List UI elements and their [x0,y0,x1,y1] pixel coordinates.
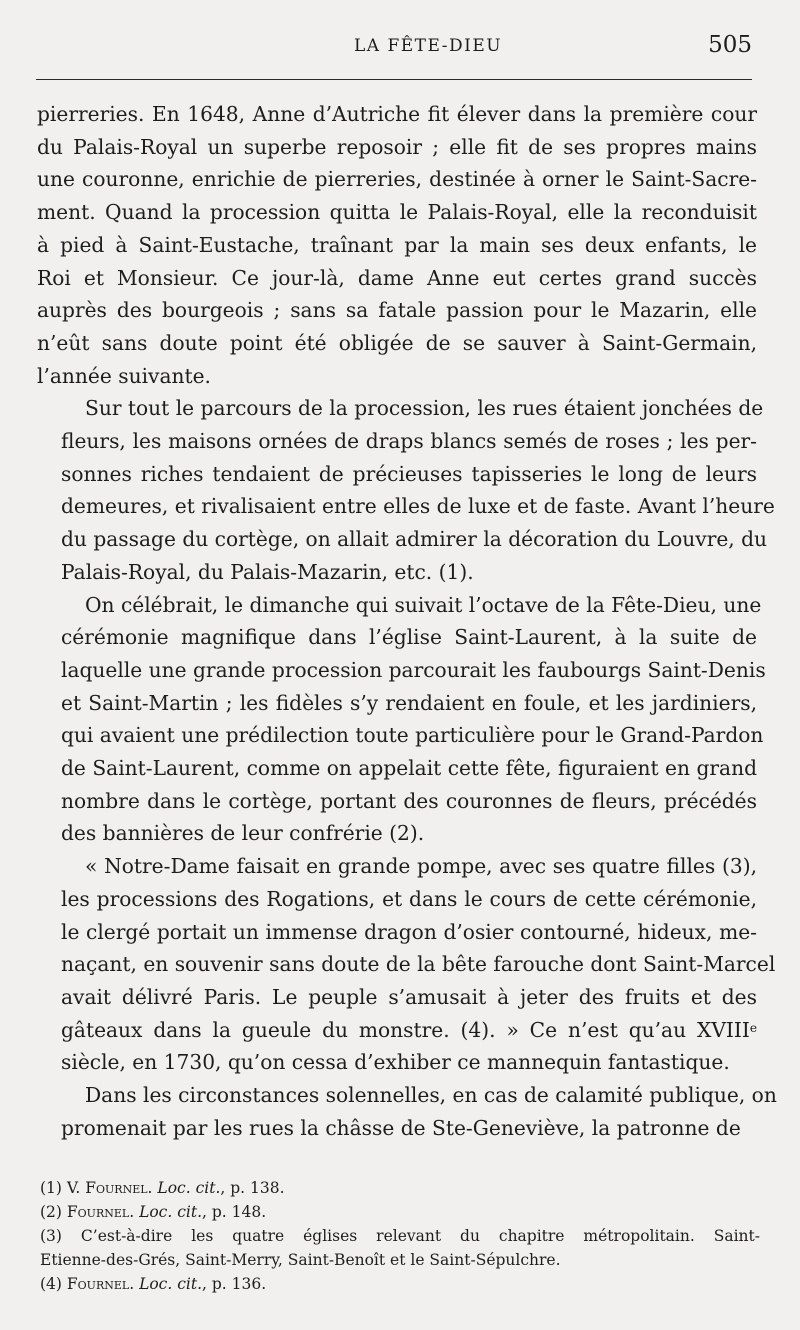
text-line: une couronne, enrichie de pierreries, destinée à orner le Saint-Sacre- [37,167,757,192]
text-line: et Saint-Martin ; les fidèles s’y rendaient en foule, et les jardiniers, [61,690,757,715]
footnote-mark: (4) [40,1275,62,1293]
paragraph [37,589,766,851]
text-line: pierreries. En 1648, Anne d’Autriche fit élever dans la première cour [37,102,757,126]
text-line: les processions des Rogations, et dans le cours de cette cérémonie, [61,886,757,911]
footnote-page: , p. 138. [220,1179,285,1197]
text-line: On célébrait, le dimanche qui suivait l’octave de la Fête-Dieu, une [85,592,762,617]
footnote-mark: (1) [40,1179,62,1197]
text-line: cérémonie magnifique dans l’église Saint-Laurent, à la suite de [61,625,757,650]
text-line: du passage du cortège, on allait admirer la décoration du Louvre, du [61,527,768,552]
footnote-text-line: Etienne-des-Grés, Saint-Merry, Saint-Benoît et le Saint-Sépulchre. [40,1251,561,1269]
text-line: le clergé portait un immense dragon d’osier contourné, hideux, me- [61,919,757,944]
text-line: Sur tout le parcours de la procession, les rues étaient jonchées de [85,396,764,421]
footnote-3 [40,1224,760,1272]
footnote-4 [40,1272,760,1296]
running-title: LA FÊTE-DIEU [354,36,503,56]
paragraph [37,392,775,588]
footnote-author: Fournel. [85,1179,153,1197]
text-line: ment. Quand la procession quitta le Palais-Royal, elle la reconduisit [37,200,757,225]
header-rule [36,79,752,80]
text-line: « Notre-Dame faisait en grande pompe, avec ses quatre filles (3), [85,854,757,879]
footnotes [40,1176,760,1296]
text-line: des bannières de leur confrérie (2). [61,821,425,846]
footnote-1 [40,1176,760,1200]
footnote-work: Loc. cit. [139,1203,203,1221]
text-line: à pied à Saint-Eustache, traînant par la main ses deux enfants, le [37,232,757,257]
footnote-2 [40,1200,760,1224]
text-line: de Saint-Laurent, comme on appelait cette fête, figuraient en grand [61,756,757,781]
footnote-page: , p. 136. [202,1275,267,1293]
text-line: Palais-Royal, du Palais-Mazarin, etc. (1). [61,559,474,584]
text-line: qui avaient une prédilection toute particulière pour le Grand-Pardon [61,723,764,748]
text-line: du Palais-Royal un superbe reposoir ; elle fit de ses propres mains [37,134,757,159]
footnote-text-line: C’est-à-dire les quatre églises relevant du chapitre métropolitain. Saint- [80,1227,760,1245]
text-line: naçant, en souvenir sans doute de la bête farouche dont Saint-Marcel [61,952,776,977]
body-text [37,98,777,1145]
footnote-mark: (2) [40,1203,62,1221]
footnote-prefix: V. [66,1179,81,1197]
text-line: l’année suivante. [37,363,211,388]
footnote-author: Fournel. [66,1203,135,1221]
text-line: fleurs, les maisons ornées de draps blancs semés de roses ; les per- [61,429,757,454]
footnote-work: Loc. cit. [157,1179,221,1197]
text-line: gâteaux dans la gueule du monstre. (4). » Ce n’est qu’au XVIIIe [61,1017,757,1042]
text-line: Roi et Monsieur. Ce jour-là, dame Anne eut certes grand succès [37,265,757,290]
paragraph [37,98,757,392]
paragraph [37,850,776,1079]
text-line: siècle, en 1730, qu’on cessa d’exhiber ce mannequin fantastique. [61,1050,730,1075]
footnote-mark: (3) [40,1227,62,1245]
text-line: sonnes riches tendaient de précieuses tapisseries le long de leurs [61,461,757,486]
text-line: Dans les circonstances solennelles, en cas de calamité publique, on [85,1083,777,1108]
text-line: promenait par les rues la châsse de Ste-Geneviève, la patronne de [61,1115,741,1140]
footnote-page: , p. 148. [202,1203,267,1221]
footnote-author: Fournel. [66,1275,135,1293]
text-line: nombre dans le cortège, portant des couronnes de fleurs, précédés [61,788,757,813]
page-header [36,32,752,72]
text-line: auprès des bourgeois ; sans sa fatale passion pour le Mazarin, elle [37,298,757,323]
paragraph [37,1079,777,1144]
text-line: n’eût sans doute point été obligée de se sauver à Saint-Germain, [37,330,757,355]
text-line: demeures, et rivalisaient entre elles de luxe et de faste. Avant l’heure [61,494,775,519]
page-number: 505 [708,32,752,58]
footnote-work: Loc. cit. [139,1275,203,1293]
text-line: laquelle une grande procession parcourait les faubourgs Saint-Denis [61,657,766,682]
text-line: avait délivré Paris. Le peuple s’amusait à jeter des fruits et des [61,984,757,1009]
